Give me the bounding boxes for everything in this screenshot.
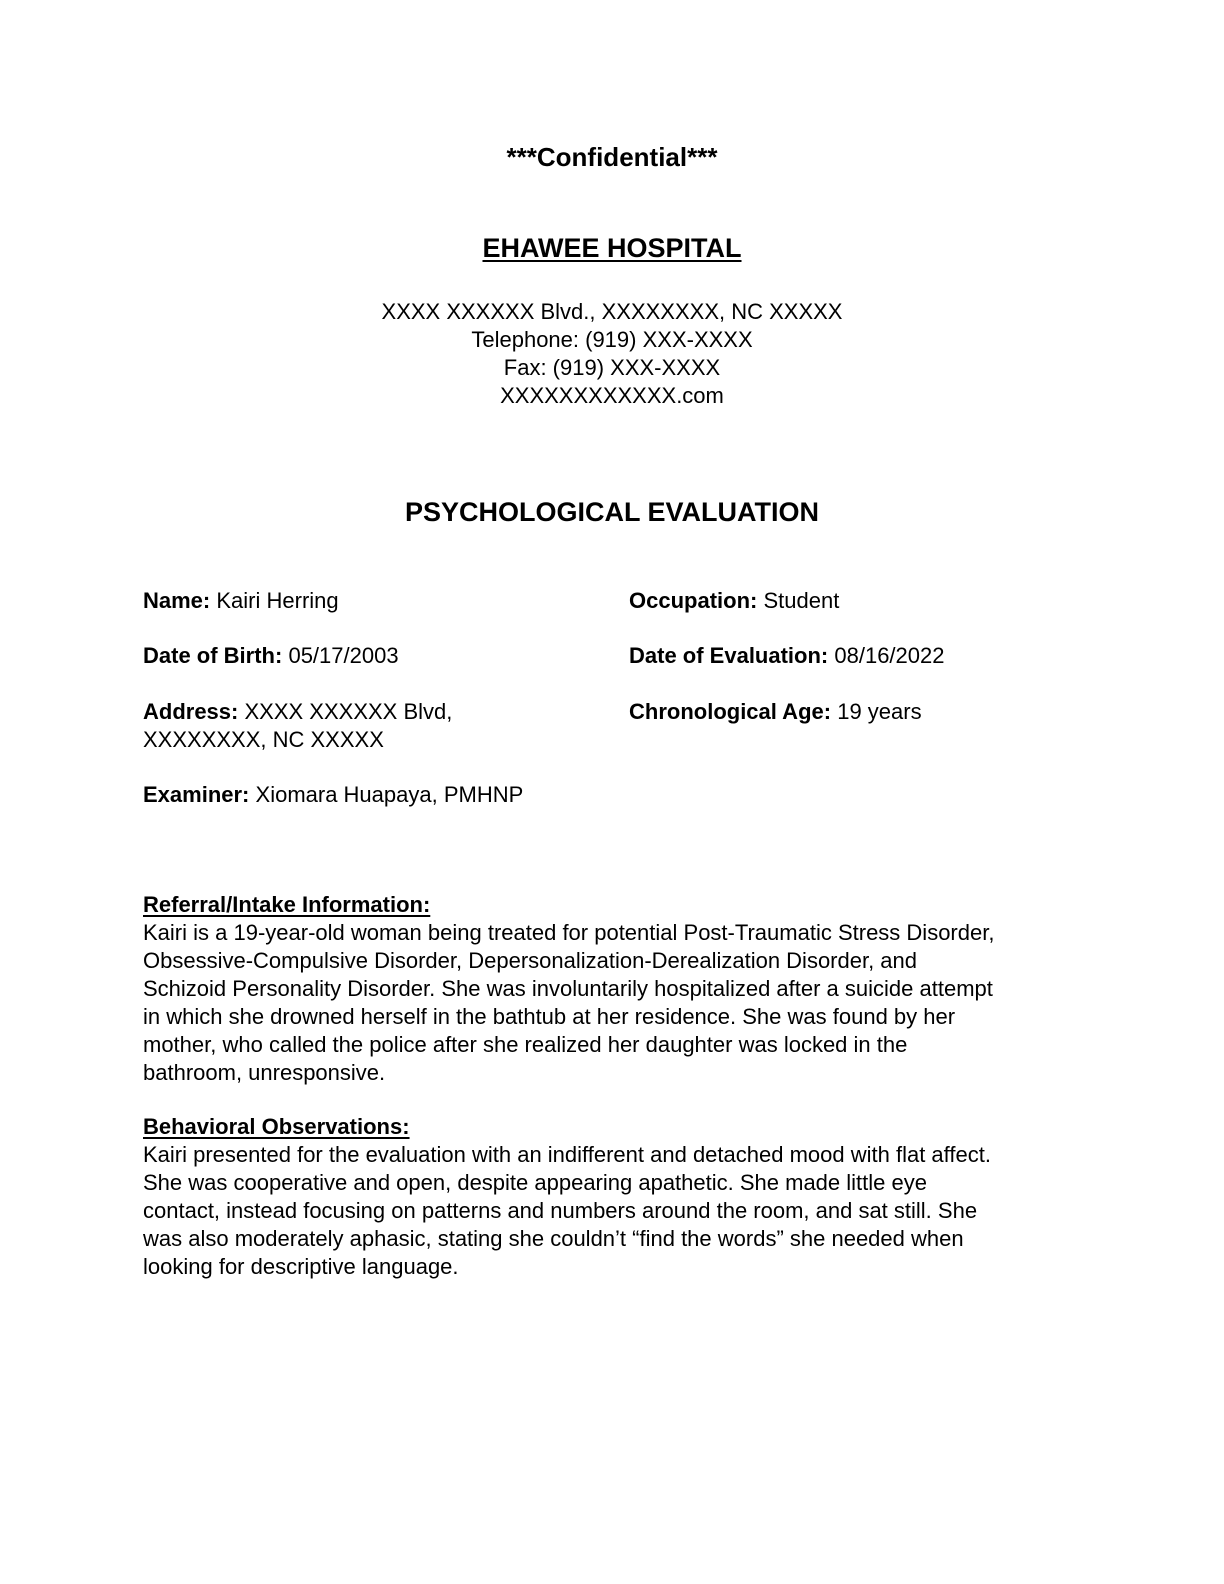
section-referral	[143, 891, 1103, 1087]
hospital-telephone: Telephone: (919) XXX-XXXX	[471, 327, 753, 352]
paragraph-line: in which she drowned herself in the bathtub at her residence. She was found by her	[143, 1004, 956, 1029]
field-date-of-evaluation	[629, 642, 944, 670]
field-chronological-age-value: 19 years	[837, 699, 922, 724]
section-behavioral-observations	[143, 1113, 1103, 1281]
field-examiner-value: Xiomara Huapaya, PMHNP	[255, 782, 524, 807]
field-address-value-line1: XXXX XXXXXX Blvd,	[244, 699, 453, 724]
field-examiner-label: Examiner:	[143, 782, 250, 807]
paragraph-line: contact, instead focusing on patterns and numbers around the room, and sat still. She	[143, 1198, 978, 1223]
field-name	[143, 587, 339, 615]
field-dob	[143, 642, 399, 670]
hospital-address: XXXX XXXXXX Blvd., XXXXXXXX, NC XXXXX	[381, 299, 843, 324]
paragraph-line: was also moderately aphasic, stating she couldn’t “find the words” she needed when	[143, 1226, 964, 1251]
field-address-label: Address:	[143, 699, 239, 724]
paragraph-line: She was cooperative and open, despite appearing apathetic. She made little eye	[143, 1170, 927, 1195]
section-behavioral-heading: Behavioral Observations:	[143, 1114, 410, 1139]
field-examiner	[143, 781, 523, 809]
hospital-name: EHAWEE HOSPITAL	[482, 233, 742, 263]
field-date-of-evaluation-value: 08/16/2022	[834, 643, 945, 668]
paragraph-line: mother, who called the police after she realized her daughter was locked in the	[143, 1032, 908, 1057]
paragraph-line: Kairi is a 19-year-old woman being treated for potential Post-Traumatic Stress Disorder,	[143, 920, 995, 945]
paragraph-line: Schizoid Personality Disorder. She was involuntarily hospitalized after a suicide attempt	[143, 976, 993, 1001]
field-occupation-label: Occupation:	[629, 588, 758, 613]
field-date-of-evaluation-label: Date of Evaluation:	[629, 643, 829, 668]
field-address-value-line2: XXXXXXXX, NC XXXXX	[143, 727, 384, 752]
paragraph-line: Kairi presented for the evaluation with an indifferent and detached mood with flat affect.	[143, 1142, 991, 1167]
paragraph-line: Obsessive-Compulsive Disorder, Depersonalization-Derealization Disorder, and	[143, 948, 918, 973]
paragraph-line: bathroom, unresponsive.	[143, 1060, 386, 1085]
field-occupation	[629, 587, 839, 615]
field-dob-value: 05/17/2003	[288, 643, 399, 668]
field-chronological-age	[629, 698, 922, 726]
section-referral-heading: Referral/Intake Information:	[143, 892, 431, 917]
field-name-value: Kairi Herring	[216, 588, 339, 613]
field-name-label: Name:	[143, 588, 211, 613]
field-occupation-value: Student	[763, 588, 840, 613]
field-chronological-age-label: Chronological Age:	[629, 699, 832, 724]
field-address	[143, 698, 452, 754]
hospital-website: XXXXXXXXXXXX.com	[500, 383, 724, 408]
document-title: PSYCHOLOGICAL EVALUATION	[404, 497, 820, 527]
field-dob-label: Date of Birth:	[143, 643, 283, 668]
hospital-contact-block	[0, 298, 1224, 410]
paragraph-line: looking for descriptive language.	[143, 1254, 459, 1279]
confidential-banner: ***Confidential***	[506, 142, 718, 172]
hospital-fax: Fax: (919) XXX-XXXX	[503, 355, 721, 380]
